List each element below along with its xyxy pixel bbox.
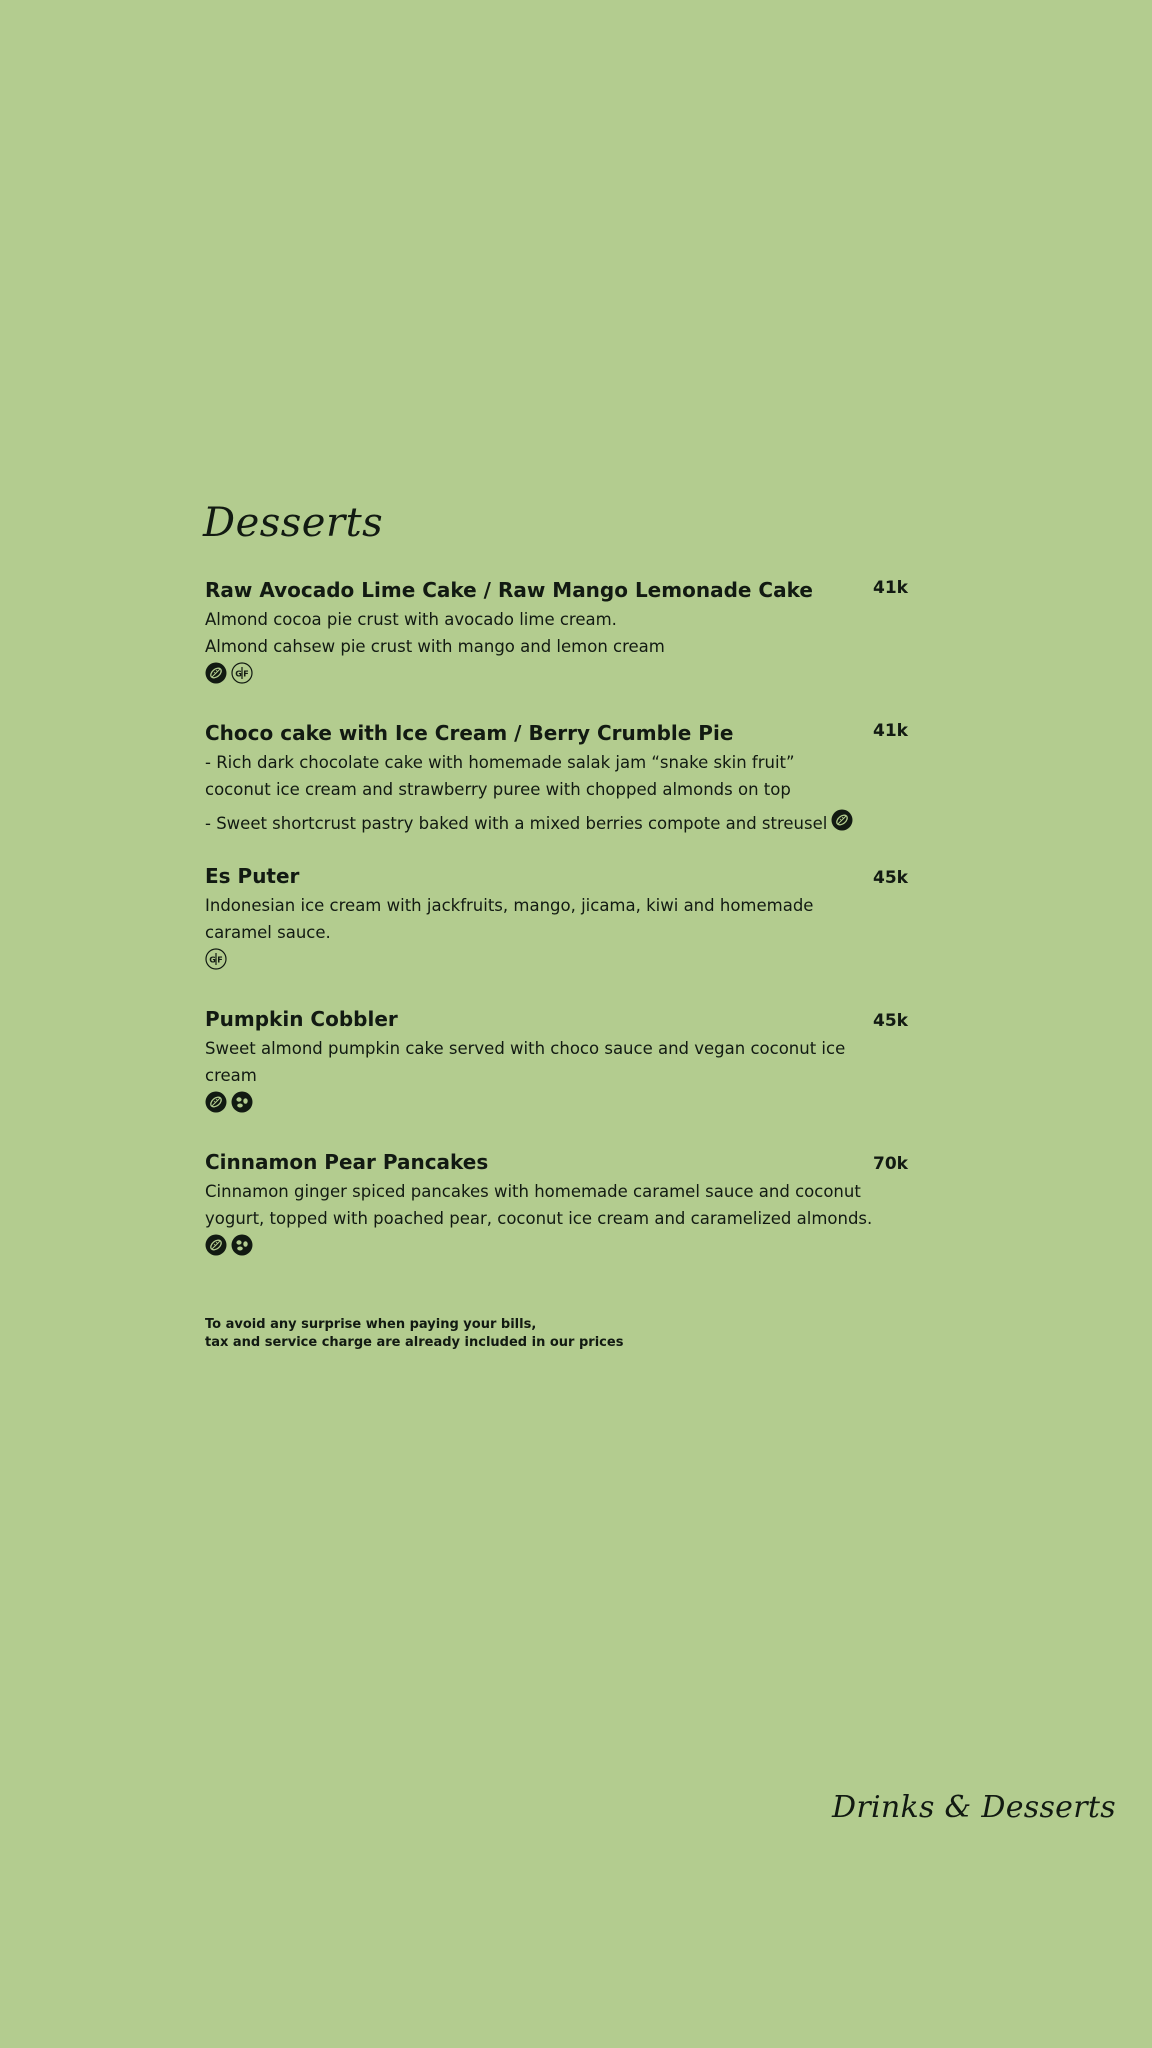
item-price: 70k	[873, 1154, 908, 1174]
svg-text:G: G	[235, 669, 242, 679]
item-name: Pumpkin Cobbler	[205, 1007, 398, 1031]
description-line: caramel sauce.	[205, 923, 331, 942]
note-line: tax and service charge are already included in our prices	[205, 1335, 624, 1350]
item-name: Cinnamon Pear Pancakes	[205, 1150, 489, 1174]
item-price: 45k	[873, 868, 908, 888]
item-name: Raw Avocado Lime Cake / Raw Mango Lemonade Cake	[205, 578, 813, 602]
menu-item	[205, 576, 908, 686]
svg-text:G: G	[209, 955, 216, 965]
item-price: 41k	[873, 578, 908, 598]
menu-item	[205, 1005, 908, 1115]
item-description	[205, 749, 845, 837]
item-description	[205, 1035, 845, 1089]
item-name: Es Puter	[205, 864, 300, 888]
description-line: Indonesian ice cream with jackfruits, mango, jicama, kiwi and homemade	[205, 896, 814, 915]
description-line: cream	[205, 1066, 257, 1085]
svg-text:F: F	[217, 955, 223, 965]
description-line-with-icon	[205, 809, 845, 837]
vegan-leaf-icon	[205, 1091, 227, 1113]
nuts-icon	[231, 1091, 253, 1113]
menu-item	[205, 719, 908, 839]
price-note	[205, 1316, 623, 1352]
dietary-icons	[205, 1091, 253, 1113]
description-line: Almond cocoa pie crust with avocado lime cream.	[205, 610, 617, 629]
description-line: coconut ice cream and strawberry puree with chopped almonds on top	[205, 780, 791, 799]
gluten-free-icon	[231, 662, 253, 684]
item-name: Choco cake with Ice Cream / Berry Crumble Pie	[205, 721, 734, 745]
item-price: 45k	[873, 1011, 908, 1031]
menu-item	[205, 1148, 908, 1258]
dietary-icons	[205, 948, 227, 970]
description-line: Sweet almond pumpkin cake served with choco sauce and vegan coconut ice	[205, 1039, 846, 1058]
description-line: - Rich dark chocolate cake with homemade salak jam “snake skin fruit”	[205, 753, 795, 772]
vegan-leaf-icon	[205, 662, 227, 684]
svg-text:F: F	[243, 669, 249, 679]
item-description	[205, 606, 845, 660]
gluten-free-icon	[205, 948, 227, 970]
item-description	[205, 1178, 873, 1232]
vegan-leaf-icon	[205, 1234, 227, 1256]
menu-item	[205, 862, 908, 972]
dietary-icons	[205, 1234, 253, 1256]
description-line: Cinnamon ginger spiced pancakes with homemade caramel sauce and coconut	[205, 1182, 861, 1201]
item-price: 41k	[873, 721, 908, 741]
nuts-icon	[231, 1234, 253, 1256]
item-description	[205, 892, 845, 946]
dietary-icons	[205, 662, 253, 684]
description-line: Almond cahsew pie crust with mango and lemon cream	[205, 637, 665, 656]
footer-title: Drinks & Desserts	[832, 1790, 1116, 1825]
description-line: yogurt, topped with poached pear, coconut ice cream and caramelized almonds.	[205, 1209, 873, 1228]
section-title: Desserts	[203, 500, 384, 546]
vegan-leaf-icon	[831, 809, 853, 831]
note-line: To avoid any surprise when paying your bills,	[205, 1317, 537, 1332]
description-line: - Sweet shortcrust pastry baked with a mixed berries compote and streusel	[205, 814, 828, 833]
